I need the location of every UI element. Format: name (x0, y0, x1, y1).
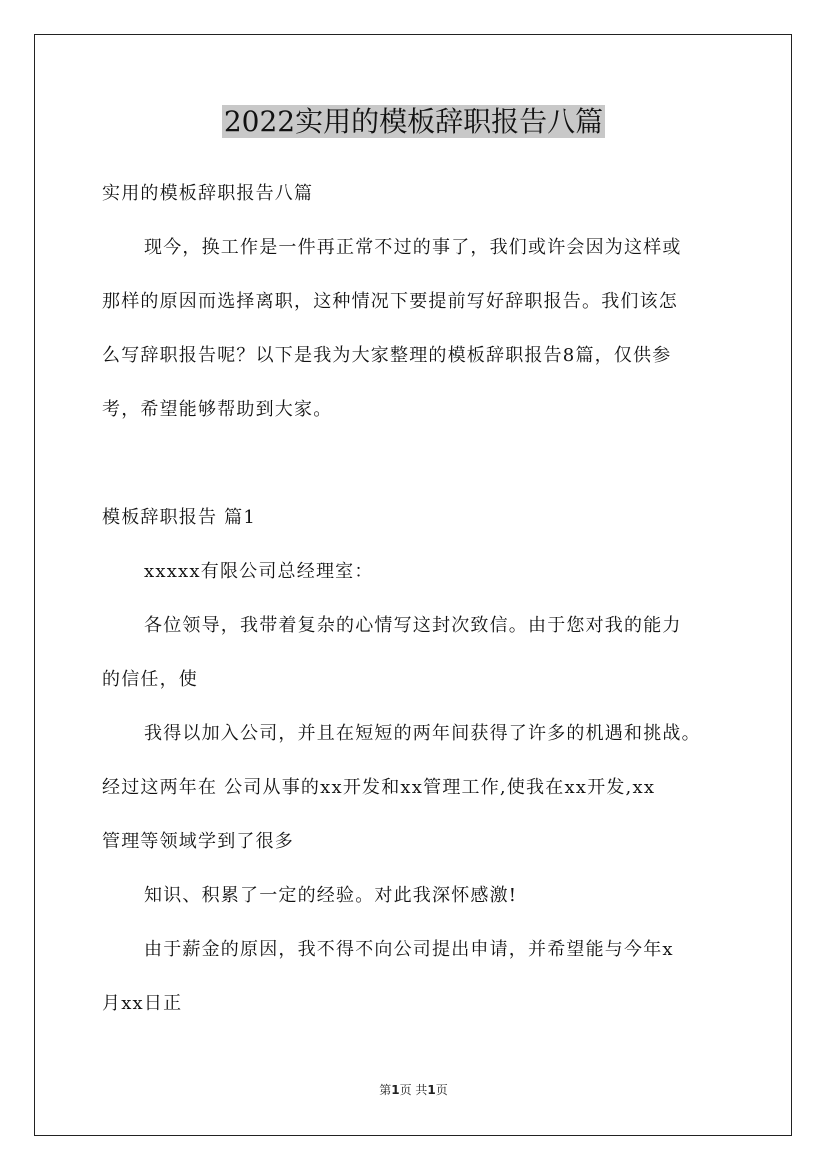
page-footer (0, 1082, 827, 1098)
document-subtitle: 实用的模板辞职报告八篇 (102, 183, 314, 204)
body-line-2: 各位领导，我带着复杂的心情写这封次致信。由于您对我的能力 (144, 615, 682, 636)
body-line-8: 由于薪金的原因，我不得不向公司提出申请，并希望能与今年x (144, 939, 674, 960)
body-line-9: 月xx日正 (102, 993, 183, 1014)
body-line-6: 管理等领域学到了很多 (102, 831, 294, 852)
intro-line-1: 现今，换工作是一件再正常不过的事了，我们或许会因为这样或 (144, 237, 682, 258)
body-line-7: 知识、积累了一定的经验。对此我深怀感激! (144, 885, 518, 906)
document-title (0, 102, 827, 142)
body-line-4: 我得以加入公司，并且在短短的两年间获得了许多的机遇和挑战。 (144, 723, 701, 744)
footer-page-number: 1 (391, 1083, 400, 1097)
body-line-3: 的信任，使 (102, 669, 198, 690)
intro-line-3: 么写辞职报告呢？以下是我为大家整理的模板辞职报告8篇，仅供参 (102, 345, 672, 366)
footer-page-prefix: 第 (379, 1083, 392, 1097)
section-heading: 模板辞职报告 篇1 (102, 507, 256, 528)
footer-page-mid: 页 共 (399, 1083, 428, 1097)
intro-line-2: 那样的原因而选择离职，这种情况下要提前写好辞职报告。我们该怎 (102, 291, 678, 312)
body-line-1: xxxxx有限公司总经理室： (144, 561, 374, 582)
footer-page-suffix: 页 (435, 1083, 448, 1097)
footer-page-total: 1 (427, 1083, 436, 1097)
intro-line-4: 考，希望能够帮助到大家。 (102, 399, 333, 420)
document-title-text: 2022实用的模板辞职报告八篇 (223, 105, 604, 138)
body-line-5: 经过这两年在 公司从事的xx开发和xx管理工作,使我在xx开发,xx (102, 777, 656, 798)
